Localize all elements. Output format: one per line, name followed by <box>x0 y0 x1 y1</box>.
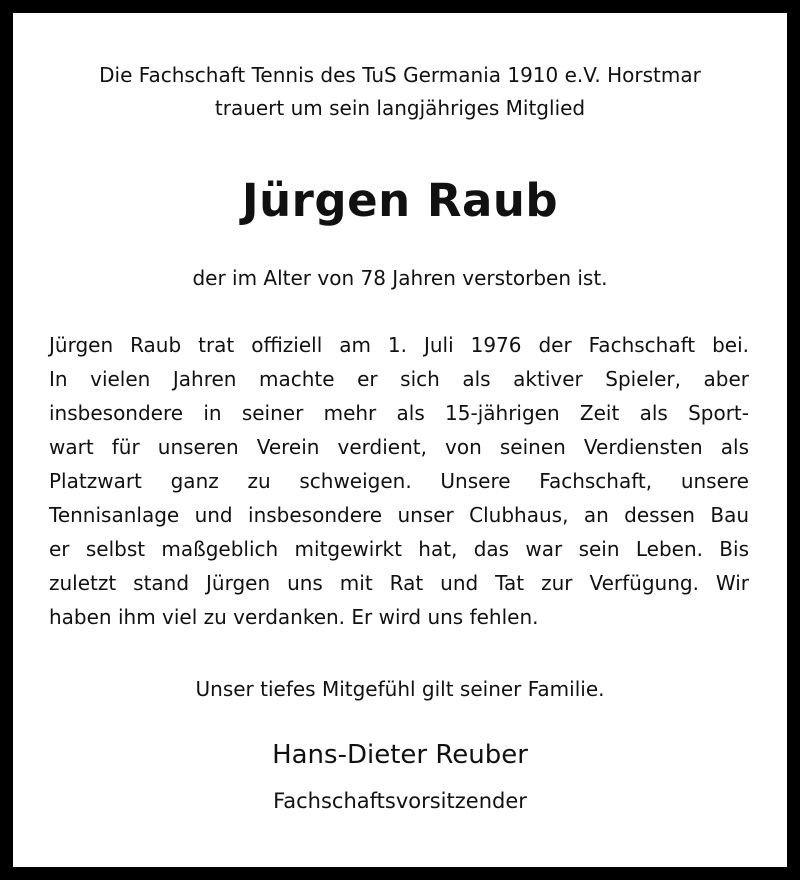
intro-line: Die Fachschaft Tennis des TuS Germania 1910 e.V. Horstmar <box>99 63 701 87</box>
signer-role: Fachschaftsvorsitzender <box>273 789 527 813</box>
tribute-line: zuletzt stand Jürgen uns mit Rat und Tat zur Verfügung. Wir <box>49 571 749 595</box>
deceased-name: Jürgen Raub <box>241 174 559 227</box>
intro-text <box>13 59 787 125</box>
tribute-line: haben ihm viel zu verdanken. Er wird uns fehlen. <box>49 605 539 629</box>
obituary-notice <box>13 13 787 867</box>
tribute-line: wart für unseren Verein verdient, von seinen Verdiensten als <box>49 435 749 459</box>
tribute-line: insbesondere in seiner mehr als 15-jährigen Zeit als Sport- <box>49 401 749 425</box>
age-line: der im Alter von 78 Jahren verstorben ist. <box>192 266 608 290</box>
tribute-line: Platzwart ganz zu schweigen. Unsere Fachschaft, unsere <box>49 469 749 493</box>
tribute-line: er selbst maßgeblich mitgewirkt hat, das war sein Leben. Bis <box>49 537 749 561</box>
condolence-line: Unser tiefes Mitgefühl gilt seiner Familie. <box>195 677 605 701</box>
tribute-line: In vielen Jahren machte er sich als aktiver Spieler, aber <box>49 367 749 391</box>
tribute-line: Jürgen Raub trat offiziell am 1. Juli 1976 der Fachschaft bei. <box>49 333 749 357</box>
intro-line: trauert um sein langjähriges Mitglied <box>214 96 586 120</box>
signer-name: Hans-Dieter Reuber <box>272 740 528 770</box>
tribute-line: Tennisanlage und insbesondere unser Clubhaus, an dessen Bau <box>49 503 749 527</box>
tribute-paragraph <box>49 328 749 634</box>
